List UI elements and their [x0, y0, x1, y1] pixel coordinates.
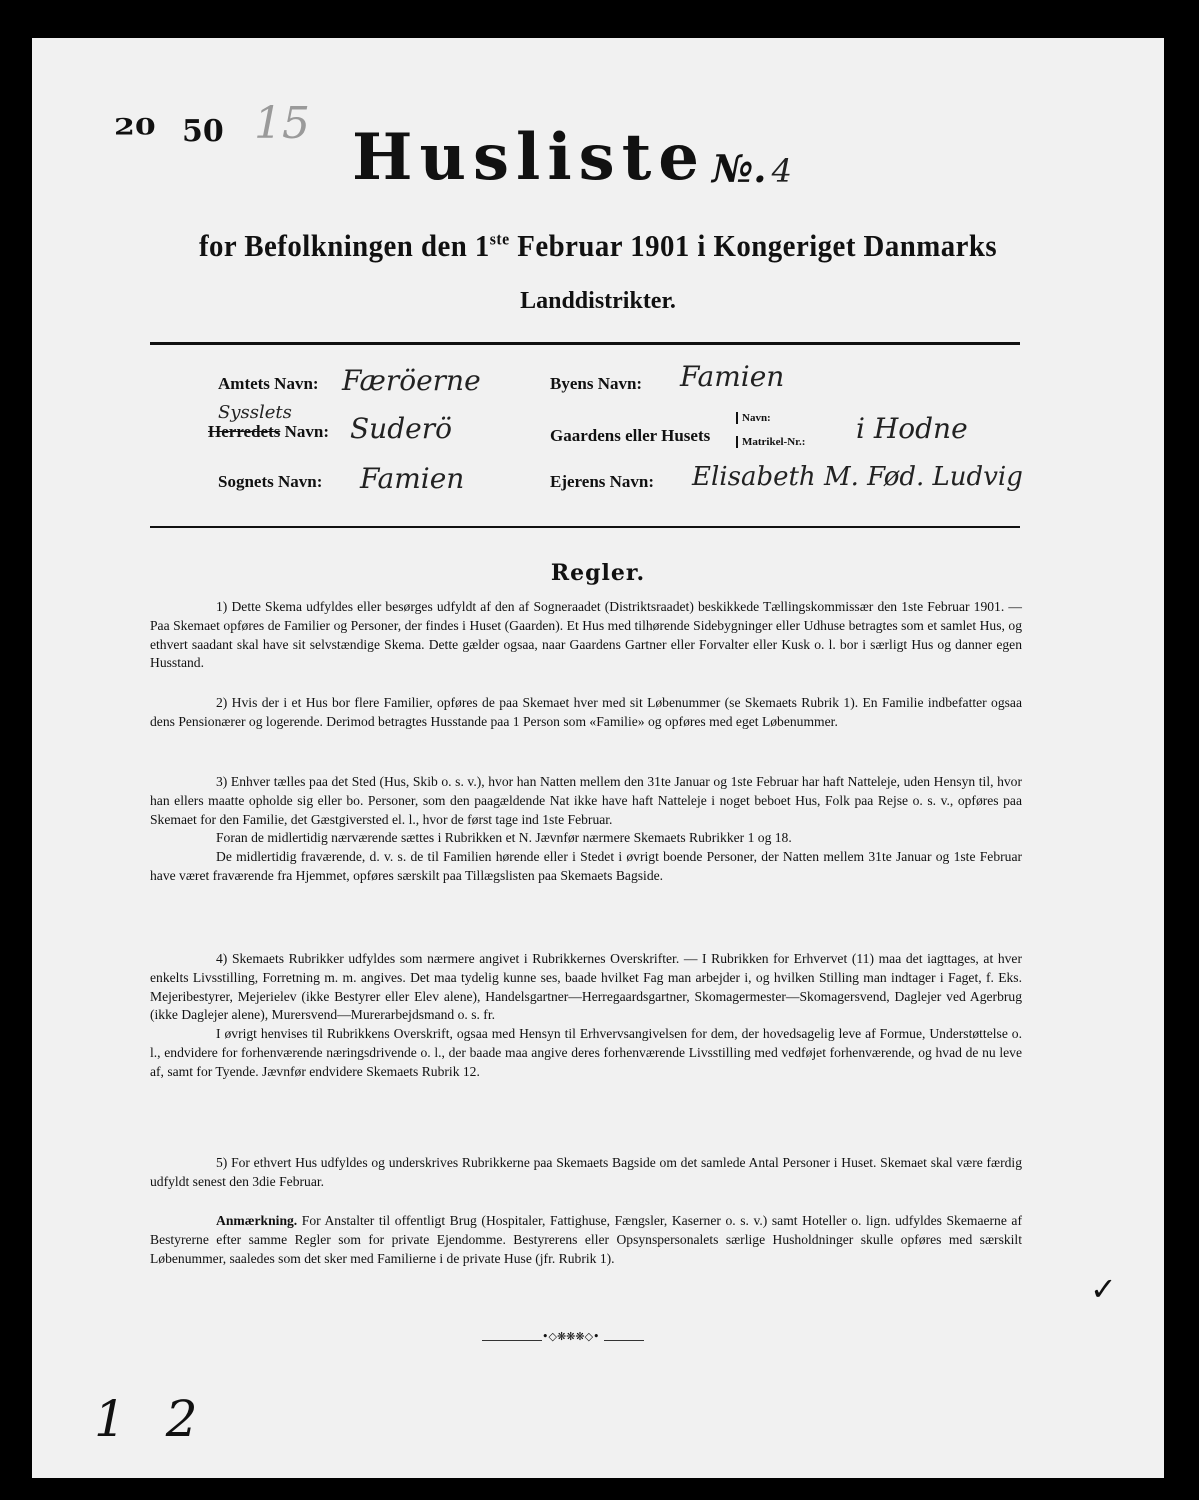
number-prefix: №. — [712, 146, 767, 191]
rule-4b-text: I øvrigt henvises til Rubrikkens Overskrift, ogsaa med Hensyn til Erhvervsangivelsen for dem, der hovedsagelig leve af Formue, Understøttelse o. l., endvidere for forhenværende næringsdrivende o. l., der baade maa angive deres forhenværende Livsstilling med vedføjet forhenværende, og hvad de nu leve af, samt for Tyende. Jævnfør endvidere Skemaets Rubrik 12. — [150, 1026, 1022, 1079]
ejer-value: Elisabeth M. Fød. Ludvig — [692, 462, 1023, 492]
form-number — [712, 146, 792, 191]
remark-label: Anmærkning. — [216, 1213, 298, 1228]
herred-label-struck: Herredets — [208, 422, 281, 441]
form-title — [352, 120, 706, 195]
subtitle-part-a: for Befolkningen den 1 — [198, 228, 490, 263]
archive-number-b: 50 — [182, 114, 224, 149]
sogn-value: Famien — [360, 462, 465, 495]
sogn-label: Sognets Navn: — [218, 472, 323, 491]
title-text: Husliste — [352, 120, 706, 195]
rule-paragraph-1 — [150, 598, 1022, 673]
district-label: Landdistrikter. — [520, 288, 676, 314]
ornament-center: •◇❋❋❋◇• — [542, 1330, 600, 1343]
ornament-line-left — [482, 1340, 542, 1341]
rule-3c-text: De midlertidig fraværende, d. v. s. de til Familien hørende eller i Stedet i øvrigt boende Personer, der Natten mellem 31te Januar og 1ste Februar have været fraværende fra Hjemmet, opføres særskilt paa Tillægslisten paa Skemaets Bagside. — [150, 849, 1022, 883]
ejer-label: Ejerens Navn: — [550, 472, 655, 491]
bottom-left-number: 1 2 — [94, 1390, 210, 1448]
census-form-sheet — [32, 38, 1164, 1478]
gaard-sub-matrikel: Matrikel-Nr.: — [736, 436, 805, 448]
herred-value: Suderö — [350, 412, 452, 445]
header-divider-bottom — [150, 526, 1020, 528]
rules-heading: Regler. — [550, 560, 646, 586]
rule-paragraph-4 — [150, 950, 1022, 1082]
rule-1-text: 1) Dette Skema udfyldes eller besørges udfyldt af den af Sogneraadet (Distriktsraadet) beskikkede Tællingskommissær den 1ste Februar 1901. — Paa Skemaet opføres de Familier og Personer, der findes i Huset (Gaarden). Et Hus med tilhørende Sidebygninger eller Udhuse betragtes som et samlet Hus, og ethvert saadant skal have sit selvstændige Skema. Dette gælder ogsaa, naar Gaardens Gartner eller Forvalter eller Kusk o. l. bor i særligt Hus og danner egen Husstand. — [150, 599, 1022, 671]
remark-paragraph — [150, 1212, 1022, 1268]
form-subtitle — [72, 228, 1125, 264]
herred-label-rest: Navn: — [280, 422, 330, 441]
rule-4-text: 4) Skemaets Rubrikker udfyldes som nærmere angivet i Rubrikkernes Overskrifter. — I Rubrikken for Erhvervet (11) maa det iagttages, at hver enkelts Livsstilling, Forretning m. m. angives. Det maa tydelig kunne ses, baade hvilket Fag man arbejder i, og hvilken Stilling man indtager i Faget, f. Eks. Mejeribestyrer, Mejerielev (ikke Bestyrer eller Elev alene), Handelsgartner—Herregaardsgartner, Skomagermester—Skomagersvend, Daglejer ved Agerbrug (ikke Daglejer alene), Murersvend—Murerarbejdsmand o. s. fr. — [150, 951, 1022, 1023]
herred-label — [208, 422, 329, 442]
header-divider-top — [150, 342, 1020, 345]
rule-5-text: 5) For ethvert Hus udfyldes og underskrives Rubrikkerne paa Skemaets Bagside om det samlede Antal Personer i Huset. Skemaet skal være færdig udfyldt senest den 3die Februar. — [150, 1155, 1022, 1189]
rule-3-text: 3) Enhver tælles paa det Sted (Hus, Skib o. s. v.), hvor han Natten mellem den 31te Januar og 1ste Februar har haft Natteleje, uden Hensyn til, hvor han ellers maatte opholde sig eller bo. Personer, som den paagældende Nat ikke have haft Natteleje i noget beboet Hus, Folk paa Rejse o. s. v., opføres paa Skemaet for den Familie, det Gæstgiversted el. l., hvor de først tage ind 1ste Februar. — [150, 774, 1022, 827]
by-label: Byens Navn: — [550, 374, 643, 393]
by-value: Famien — [680, 360, 785, 393]
pencil-note: 15 — [254, 98, 310, 149]
gaard-value: i Hodne — [856, 412, 968, 445]
herred-correction: Sysslets — [218, 402, 292, 423]
subtitle-superscript: ste — [489, 229, 510, 249]
gaard-label: Gaardens eller Husets — [550, 426, 711, 445]
rule-paragraph-5 — [150, 1154, 1022, 1192]
rule-2-text: 2) Hvis der i et Hus bor flere Familier, opføres de paa Skemaet hver med sit Løbenummer (se Skemaets Rubrik 1). En Familie indbefatter ogsaa dens Pensionærer og logerende. Derimod betragtes Husstande paa 1 Person som «Familie» og opføres med eget Løbenummer. — [150, 695, 1022, 729]
archive-number-a: 20 — [114, 114, 156, 141]
rule-3b-text: Foran de midlertidig nærværende sættes i Rubrikken et N. Jævnfør nærmere Skemaets Rubrikker 1 og 18. — [216, 830, 792, 846]
rule-paragraph-3 — [150, 773, 1022, 886]
ornament-line-right — [604, 1340, 644, 1341]
rule-paragraph-2 — [150, 694, 1022, 732]
gaard-sub-navn: Navn: — [736, 412, 771, 424]
check-mark-icon: ✓ — [1090, 1270, 1117, 1308]
subtitle-part-b: Februar 1901 i Kongeriget Danmarks — [509, 228, 998, 263]
amt-value: Færöerne — [342, 364, 481, 397]
number-value: 4 — [771, 152, 792, 190]
remark-text: For Anstalter til offentligt Brug (Hospitaler, Fattighuse, Fængsler, Kaserner o. s. v.) samt Hoteller o. lign. udfyldes Skemaerne af Bestyrerne efter samme Regler som for private Ejendomme. Bestyrerens eller Opsynspersonalets særlige Husholdninger skulle opføres med særskilt Løbenummer, saaledes som det sker med Familierne i de private Huse (jfr. Rubrik 1). — [150, 1213, 1022, 1266]
amt-label: Amtets Navn: — [218, 374, 319, 393]
